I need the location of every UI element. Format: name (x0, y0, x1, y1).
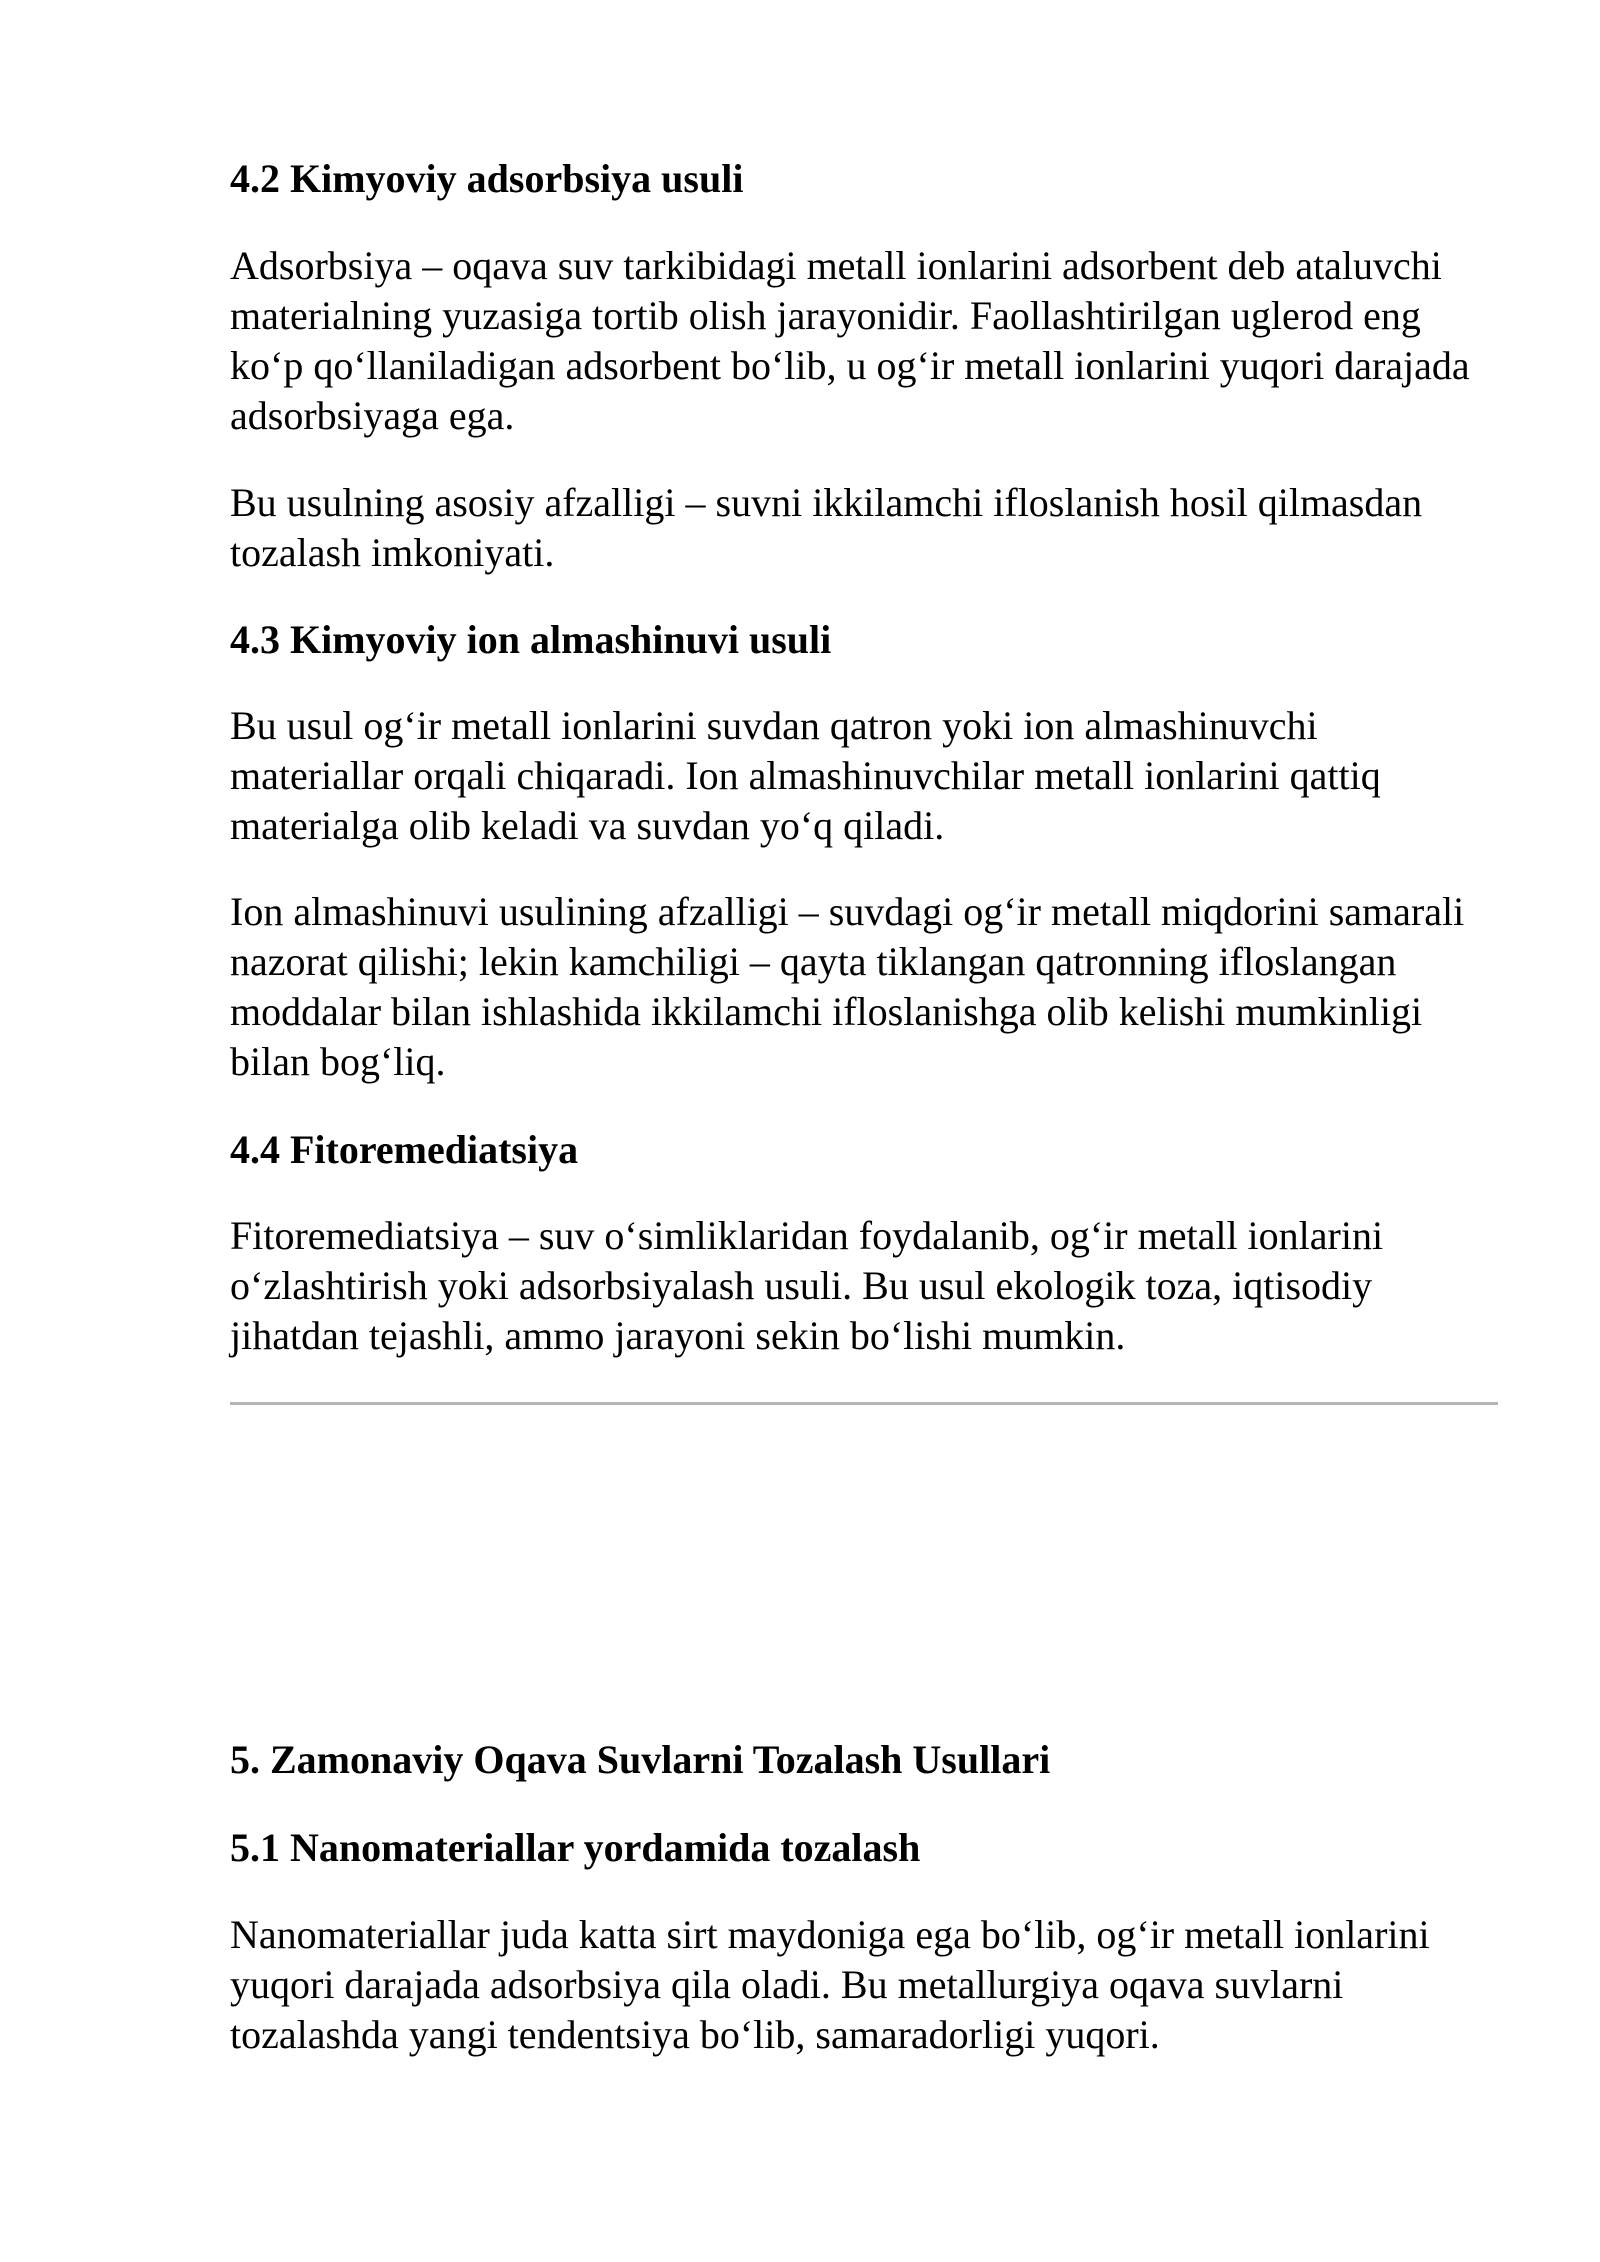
section-heading: 4.2 Kimyoviy adsorbsiya usuli (230, 156, 744, 201)
section-5 (230, 1734, 1500, 1786)
section-heading: 5.1 Nanomateriallar yordamida tozalash (230, 1825, 921, 1870)
section-heading: 4.4 Fitoremediatsiya (230, 1127, 579, 1172)
paragraph (230, 701, 1500, 851)
paragraph-text: Bu usul og‘ir metall ionlarini suvdan qatron yoki ion almashinuvchi materiallar orqali chiqaradi. Ion almashinuvchilar metall ionlarini qattiq materialga olib keladi va suvdan yo‘q qiladi. (230, 703, 1381, 848)
paragraph (230, 478, 1500, 578)
paragraph (230, 1910, 1500, 2060)
paragraph-text: Fitoremediatsiya – suv o‘simliklaridan foydalanib, og‘ir metall ionlarini o‘zlashtirish yoki adsorbsiyalash usuli. Bu usul ekologik toza, iqtisodiy jihatdan tejashli, ammo jarayoni sekin bo‘lishi mumkin. (230, 1213, 1384, 1358)
paragraph-text: Bu usulning asosiy afzalligi – suvni ikkilamchi ifloslanish hosil qilmasdan tozalash imkoniyati. (230, 480, 1423, 575)
paragraph-text: Nanomateriallar juda katta sirt maydoniga ega bo‘lib, og‘ir metall ionlarini yuqori darajada adsorbsiya qila oladi. Bu metallurgiya oqava suvlarni tozalashda yangi tendentsiya bo‘lib, samaradorligi yuqori. (230, 1912, 1430, 2057)
section-heading: 4.3 Kimyoviy ion almashinuvi usuli (230, 617, 832, 662)
paragraph (230, 887, 1500, 1087)
paragraph (230, 241, 1500, 441)
paragraph (230, 1211, 1500, 1361)
section-5-1 (230, 1822, 1500, 1874)
paragraph-text: Adsorbsiya – oqava suv tarkibidagi metall ionlarini adsorbent deb ataluvchi materialning yuzasiga tortib olish jarayonidir. Faollashtirilgan uglerod eng ko‘p qo‘llaniladigan adsorbent bo‘lib, u og‘ir metall ionlarini yuqori darajada adsorbsiyaga ega. (230, 243, 1470, 438)
section-4-3 (230, 614, 1500, 666)
chapter-heading: 5. Zamonaviy Oqava Suvlarni Tozalash Usullari (230, 1737, 1051, 1782)
paragraph-text: Ion almashinuvi usulining afzalligi – suvdagi og‘ir metall miqdorini samarali nazorat qilishi; lekin kamchiligi – qayta tiklangan qatronning ifloslangan moddalar bilan ishlashida ikkilamchi ifloslanishga olib kelishi mumkinligi bilan bog‘liq. (230, 889, 1465, 1084)
section-4-2 (230, 153, 1500, 205)
section-4-4 (230, 1124, 1500, 1176)
horizontal-rule (230, 1402, 1498, 1405)
